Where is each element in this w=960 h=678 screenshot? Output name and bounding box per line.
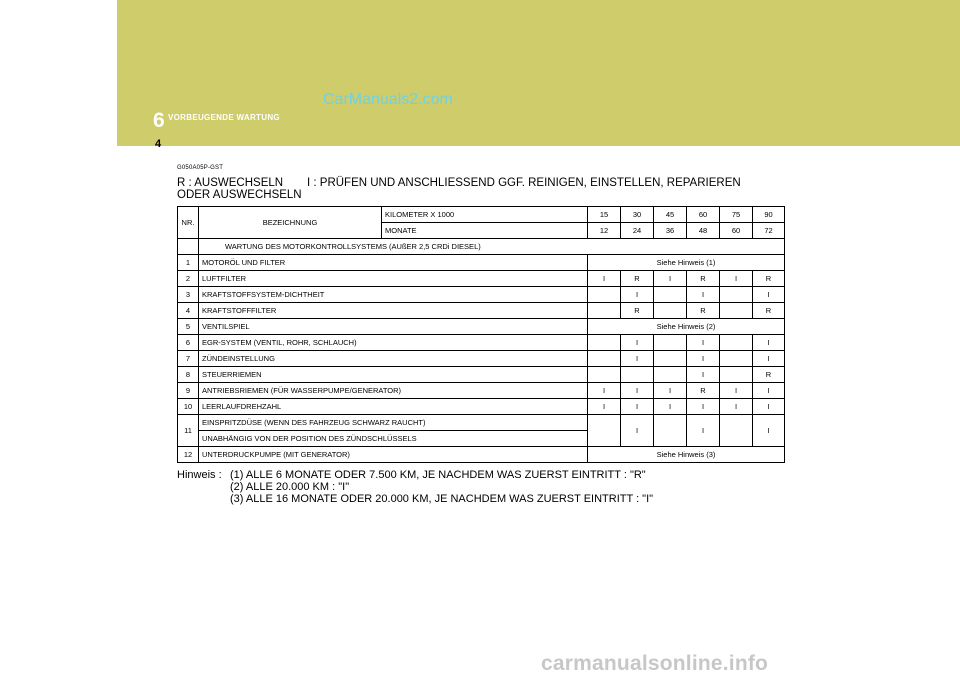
table-row: [178, 319, 785, 335]
row-item-name: LEERLAUFDREHZAHL: [199, 399, 588, 415]
row-interval-value: R: [621, 271, 654, 287]
row-interval-value: I: [687, 399, 720, 415]
row-interval-value: I: [753, 415, 785, 447]
row-number: 11: [178, 415, 199, 447]
row-interval-value: [720, 367, 753, 383]
row-item-name: EGR-SYSTEM (VENTIL, ROHR, SCHLAUCH): [199, 335, 588, 351]
table-row: [178, 367, 785, 383]
note-2: (2) ALLE 20.000 KM : "I": [230, 481, 350, 493]
months-value: 12: [588, 223, 621, 239]
km-label: KILOMETER X 1000: [382, 207, 588, 223]
row-item-name: MOTORÖL UND FILTER: [199, 255, 588, 271]
row-interval-value: I: [588, 383, 621, 399]
km-value: 45: [654, 207, 687, 223]
row-interval-value: I: [621, 335, 654, 351]
row-interval-value: [654, 351, 687, 367]
row-interval-value: I: [753, 335, 785, 351]
row-item-name: STEUERRIEMEN: [199, 367, 588, 383]
table-row: [178, 447, 785, 463]
col-nr-header: NR.: [178, 207, 199, 239]
months-value: 60: [720, 223, 753, 239]
row-interval-value: I: [621, 415, 654, 447]
row-item-name: KRAFTSTOFFFILTER: [199, 303, 588, 319]
chapter-number: 6: [153, 109, 165, 132]
row-interval-value: [654, 367, 687, 383]
section-nr-cell: [178, 239, 199, 255]
row-interval-value: I: [687, 367, 720, 383]
row-interval-value: R: [621, 303, 654, 319]
row-interval-value: I: [687, 287, 720, 303]
months-value: 24: [621, 223, 654, 239]
section-title-row: [178, 239, 785, 255]
row-interval-value: [654, 415, 687, 447]
km-value: 90: [753, 207, 785, 223]
months-value: 72: [753, 223, 785, 239]
row-interval-value: [588, 303, 621, 319]
row-interval-value: I: [720, 399, 753, 415]
row-interval-value: [654, 287, 687, 303]
legend-r: R : AUSWECHSELN: [177, 177, 284, 189]
row-interval-value: [720, 351, 753, 367]
row-interval-value: I: [753, 399, 785, 415]
table-row: [178, 271, 785, 287]
row-interval-value: I: [654, 271, 687, 287]
watermark-top: CarManuals2.com: [323, 91, 453, 108]
km-value: 15: [588, 207, 621, 223]
row-number: 4: [178, 303, 199, 319]
row-note: Siehe Hinweis (3): [588, 447, 785, 463]
table-row: [178, 351, 785, 367]
row-interval-value: [720, 415, 753, 447]
header-row-km: [178, 207, 785, 223]
row-interval-value: [588, 287, 621, 303]
row-interval-value: I: [720, 271, 753, 287]
page-number: 4: [155, 138, 162, 150]
row-number: 2: [178, 271, 199, 287]
row-note: Siehe Hinweis (2): [588, 319, 785, 335]
row-number: 6: [178, 335, 199, 351]
row-interval-value: [588, 367, 621, 383]
row-interval-value: R: [687, 383, 720, 399]
row-interval-value: [588, 351, 621, 367]
row-interval-value: R: [753, 271, 785, 287]
row-interval-value: R: [753, 367, 785, 383]
row-interval-value: I: [621, 399, 654, 415]
row-interval-value: R: [687, 271, 720, 287]
row-interval-value: [588, 335, 621, 351]
table-row: [178, 335, 785, 351]
months-value: 48: [687, 223, 720, 239]
col-bezeichnung-header: BEZEICHNUNG: [199, 207, 382, 239]
row-number: 5: [178, 319, 199, 335]
months-label: MONATE: [382, 223, 588, 239]
note-3: (3) ALLE 16 MONATE ODER 20.000 KM, JE NACHDEM WAS ZUERST EINTRITT : "I": [230, 493, 654, 505]
row-item-name: UNTERDRUCKPUMPE (MIT GENERATOR): [199, 447, 588, 463]
row-item-name: ANTRIEBSRIEMEN (FÜR WASSERPUMPE/GENERATOR): [199, 383, 588, 399]
table-row: [178, 303, 785, 319]
row-item-name: ZÜNDEINSTELLUNG: [199, 351, 588, 367]
document-code: G050A05P-GST: [177, 165, 224, 171]
row-interval-value: I: [588, 399, 621, 415]
row-item-name: KRAFTSTOFFSYSTEM-DICHTHEIT: [199, 287, 588, 303]
chapter-title: VORBEUGENDE WARTUNG: [168, 113, 280, 122]
row-item-name: LUFTFILTER: [199, 271, 588, 287]
row-number: 9: [178, 383, 199, 399]
row-interval-value: I: [621, 383, 654, 399]
row-interval-value: R: [753, 303, 785, 319]
km-value: 30: [621, 207, 654, 223]
row-item-name-2: UNABHÄNGIG VON DER POSITION DES ZÜNDSCHLÜSSELS: [199, 431, 588, 447]
note-1: (1) ALLE 6 MONATE ODER 7.500 KM, JE NACHDEM WAS ZUERST EINTRITT : "R": [230, 469, 646, 481]
row-interval-value: I: [753, 351, 785, 367]
months-value: 36: [654, 223, 687, 239]
row-interval-value: I: [687, 351, 720, 367]
section-title: WARTUNG DES MOTORKONTROLLSYSTEMS (AUßER 2,5 CRDi DIESEL): [199, 239, 785, 255]
row-number: 3: [178, 287, 199, 303]
row-interval-value: I: [753, 383, 785, 399]
row-interval-value: I: [621, 351, 654, 367]
row-interval-value: [720, 287, 753, 303]
table-row: [178, 255, 785, 271]
km-value: 60: [687, 207, 720, 223]
row-interval-value: R: [687, 303, 720, 319]
notes-label: Hinweis :: [177, 469, 222, 481]
row-number: 10: [178, 399, 199, 415]
row-note: Siehe Hinweis (1): [588, 255, 785, 271]
row-interval-value: [654, 303, 687, 319]
row-interval-value: [720, 335, 753, 351]
row-interval-value: [588, 415, 621, 447]
row-item-name: EINSPRITZDÜSE (WENN DES FAHRZEUG SCHWARZ RAUCHT): [199, 415, 588, 431]
legend: [177, 177, 777, 201]
row-number: 12: [178, 447, 199, 463]
row-number: 8: [178, 367, 199, 383]
row-interval-value: [720, 303, 753, 319]
row-interval-value: I: [588, 271, 621, 287]
row-interval-value: I: [753, 287, 785, 303]
km-value: 75: [720, 207, 753, 223]
row-interval-value: I: [720, 383, 753, 399]
legend-i: I : PRÜFEN UND ANSCHLIESSEND GGF. REINIGEN, EINSTELLEN, REPARIEREN ODER AUSWECHSELN: [177, 177, 741, 201]
table-row: [178, 287, 785, 303]
row-interval-value: I: [654, 383, 687, 399]
row-interval-value: I: [654, 399, 687, 415]
maintenance-schedule-table: [177, 206, 785, 463]
row-number: 7: [178, 351, 199, 367]
row-number: 1: [178, 255, 199, 271]
row-interval-value: I: [687, 335, 720, 351]
table-row: [178, 383, 785, 399]
row-interval-value: I: [687, 415, 720, 447]
table-row: [178, 399, 785, 415]
row-item-name: VENTILSPIEL: [199, 319, 588, 335]
watermark-bottom: carmanualsonline.info: [541, 652, 769, 675]
row-interval-value: I: [621, 287, 654, 303]
row-interval-value: [654, 335, 687, 351]
table-row: [178, 415, 785, 431]
row-interval-value: [621, 367, 654, 383]
chapter-header-band: [117, 0, 960, 146]
